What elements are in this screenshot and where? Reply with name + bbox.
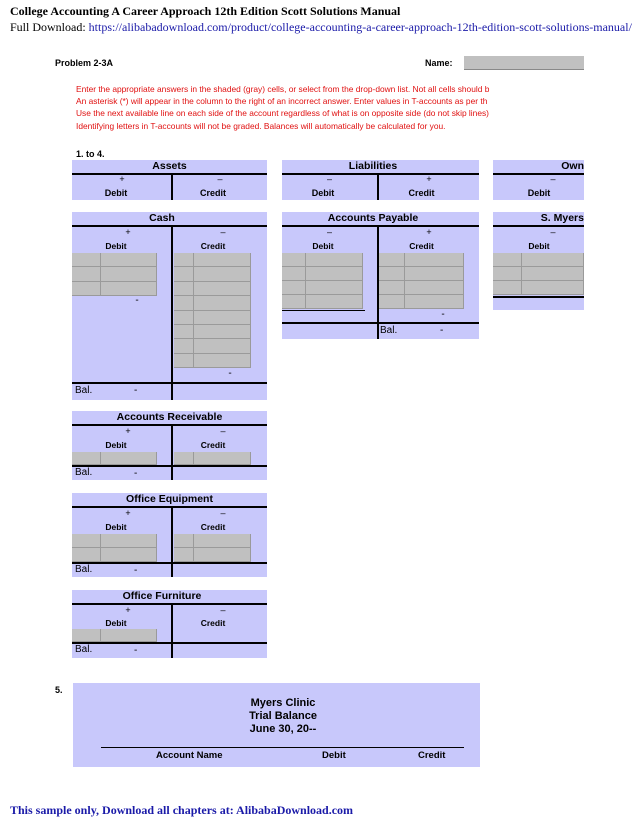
increase-sign: + bbox=[119, 174, 125, 184]
decrease-sign: – bbox=[217, 174, 223, 184]
trial-balance-date: June 30, 20-- bbox=[249, 723, 317, 735]
decrease-sign: – bbox=[220, 227, 226, 237]
office-equipment-credit-entry-cells[interactable] bbox=[174, 534, 251, 562]
balance-rule bbox=[72, 465, 267, 467]
cash-credit-total: - bbox=[228, 368, 232, 379]
accounts-payable-balance-value: - bbox=[440, 325, 444, 336]
office-equipment-title: Office Equipment bbox=[126, 493, 213, 505]
cash-debit-entry-cells[interactable] bbox=[72, 253, 157, 296]
debit-label: Debit bbox=[527, 188, 551, 198]
problem-label: Problem 2-3A bbox=[55, 58, 114, 68]
trial-balance-title: Trial Balance bbox=[249, 710, 317, 722]
instruction-line: Enter the appropriate answers in the shaded (gray) cells, or select from the drop-down list. Not all cells should b bbox=[76, 84, 490, 94]
t-account-divider bbox=[171, 225, 173, 400]
section-label-1-4: 1. to 4. bbox=[76, 149, 105, 159]
credit-label: Credit bbox=[200, 618, 226, 628]
office-furniture-balance-label: Bal. bbox=[75, 644, 93, 655]
instructions bbox=[76, 83, 584, 137]
section-label-5: 5. bbox=[55, 685, 63, 695]
accounts-receivable-credit-entry-cells[interactable] bbox=[174, 452, 251, 465]
decrease-sign: – bbox=[550, 174, 556, 184]
credit-label: Credit bbox=[199, 188, 226, 198]
name-input[interactable] bbox=[464, 56, 584, 70]
debit-label: Debit bbox=[312, 241, 334, 251]
office-equipment-balance-value: - bbox=[134, 565, 138, 576]
document-title: College Accounting A Career Approach 12th Edition Scott Solutions Manual bbox=[10, 4, 401, 18]
cash-balance-value: - bbox=[134, 385, 138, 396]
cash-debit-total: - bbox=[135, 295, 139, 306]
owners-equity-title: Own bbox=[561, 160, 584, 172]
total-rule bbox=[282, 310, 365, 311]
trial-balance-credit-header: Credit bbox=[418, 750, 446, 761]
accounts-receivable-balance-label: Bal. bbox=[75, 467, 93, 478]
balance-rule bbox=[72, 562, 267, 564]
debit-label: Debit bbox=[105, 522, 127, 532]
balance-rule bbox=[493, 296, 584, 298]
decrease-sign: – bbox=[550, 227, 556, 237]
decrease-sign: – bbox=[326, 227, 332, 237]
balance-rule bbox=[72, 382, 267, 384]
accounts-payable-credit-entry-cells[interactable] bbox=[379, 253, 464, 309]
download-line bbox=[10, 20, 632, 35]
credit-label: Credit bbox=[200, 241, 226, 251]
cash-balance-label: Bal. bbox=[75, 385, 93, 396]
balance-rule bbox=[72, 642, 267, 644]
trial-balance-account-name-header: Account Name bbox=[156, 750, 223, 761]
debit-label: Debit bbox=[311, 188, 335, 198]
debit-label: Debit bbox=[104, 188, 128, 198]
balance-rule bbox=[282, 322, 479, 324]
accounts-payable-debit-entry-cells[interactable] bbox=[282, 253, 363, 309]
decrease-sign: – bbox=[326, 174, 332, 184]
office-equipment-balance-label: Bal. bbox=[75, 564, 93, 575]
instruction-line: Identifying letters in T-accounts will not be graded. Balances will automatically be calculated for you. bbox=[76, 120, 446, 131]
instruction-line: An asterisk (*) will appear in the column to the right of an incorrect answer. Enter values in T-accounts as per th bbox=[76, 96, 488, 107]
accounts-payable-balance-label: Bal. bbox=[380, 325, 398, 336]
credit-label: Credit bbox=[409, 241, 434, 251]
increase-sign: + bbox=[125, 605, 131, 615]
cash-credit-entry-cells[interactable] bbox=[174, 253, 251, 368]
trial-balance-debit-header: Debit bbox=[322, 750, 346, 761]
download-label: Full Download: bbox=[10, 20, 89, 34]
assets-title: Assets bbox=[152, 160, 187, 172]
decrease-sign: – bbox=[220, 508, 226, 518]
office-furniture-debit-entry-cells[interactable] bbox=[72, 629, 157, 642]
trial-balance-company: Myers Clinic bbox=[250, 697, 316, 709]
footer-download-note[interactable]: This sample only, Download all chapters at: AlibabaDownload.com bbox=[10, 803, 354, 817]
trial-balance-header-rule bbox=[101, 747, 464, 748]
increase-sign: + bbox=[125, 426, 131, 436]
increase-sign: + bbox=[426, 174, 432, 184]
office-equipment-debit-entry-cells[interactable] bbox=[72, 534, 157, 562]
accounts-receivable-balance-value: - bbox=[134, 468, 138, 479]
credit-label: Credit bbox=[200, 522, 226, 532]
accounts-payable-title: Accounts Payable bbox=[327, 212, 419, 224]
debit-label: Debit bbox=[528, 241, 550, 251]
decrease-sign: – bbox=[220, 605, 226, 615]
increase-sign: + bbox=[426, 227, 432, 237]
debit-label: Debit bbox=[105, 618, 127, 628]
name-label: Name: bbox=[425, 58, 453, 68]
liabilities-title: Liabilities bbox=[348, 160, 398, 172]
credit-label: Credit bbox=[200, 440, 226, 450]
increase-sign: + bbox=[125, 508, 131, 518]
cash-title: Cash bbox=[149, 212, 175, 224]
accounts-receivable-title: Accounts Receivable bbox=[116, 411, 223, 423]
download-link[interactable]: https://alibabadownload.com/product/college-accounting-a-career-approach-12th-edition-scott-solutions-manual/ bbox=[88, 20, 632, 34]
office-furniture-balance-value: - bbox=[134, 645, 138, 656]
accounts-payable-credit-total: - bbox=[441, 309, 445, 320]
office-furniture-title: Office Furniture bbox=[122, 590, 202, 602]
decrease-sign: – bbox=[220, 426, 226, 436]
instruction-line: Use the next available line on each side of the account regardless of what is on opposite side (do not skip lines) bbox=[76, 108, 489, 119]
credit-label: Credit bbox=[408, 188, 435, 198]
debit-label: Debit bbox=[105, 241, 127, 251]
debit-label: Debit bbox=[105, 440, 127, 450]
s-myers-debit-entry-cells[interactable] bbox=[493, 253, 584, 295]
increase-sign: + bbox=[125, 227, 131, 237]
s-myers-title: S. Myers bbox=[540, 212, 584, 224]
accounts-receivable-debit-entry-cells[interactable] bbox=[72, 452, 157, 465]
